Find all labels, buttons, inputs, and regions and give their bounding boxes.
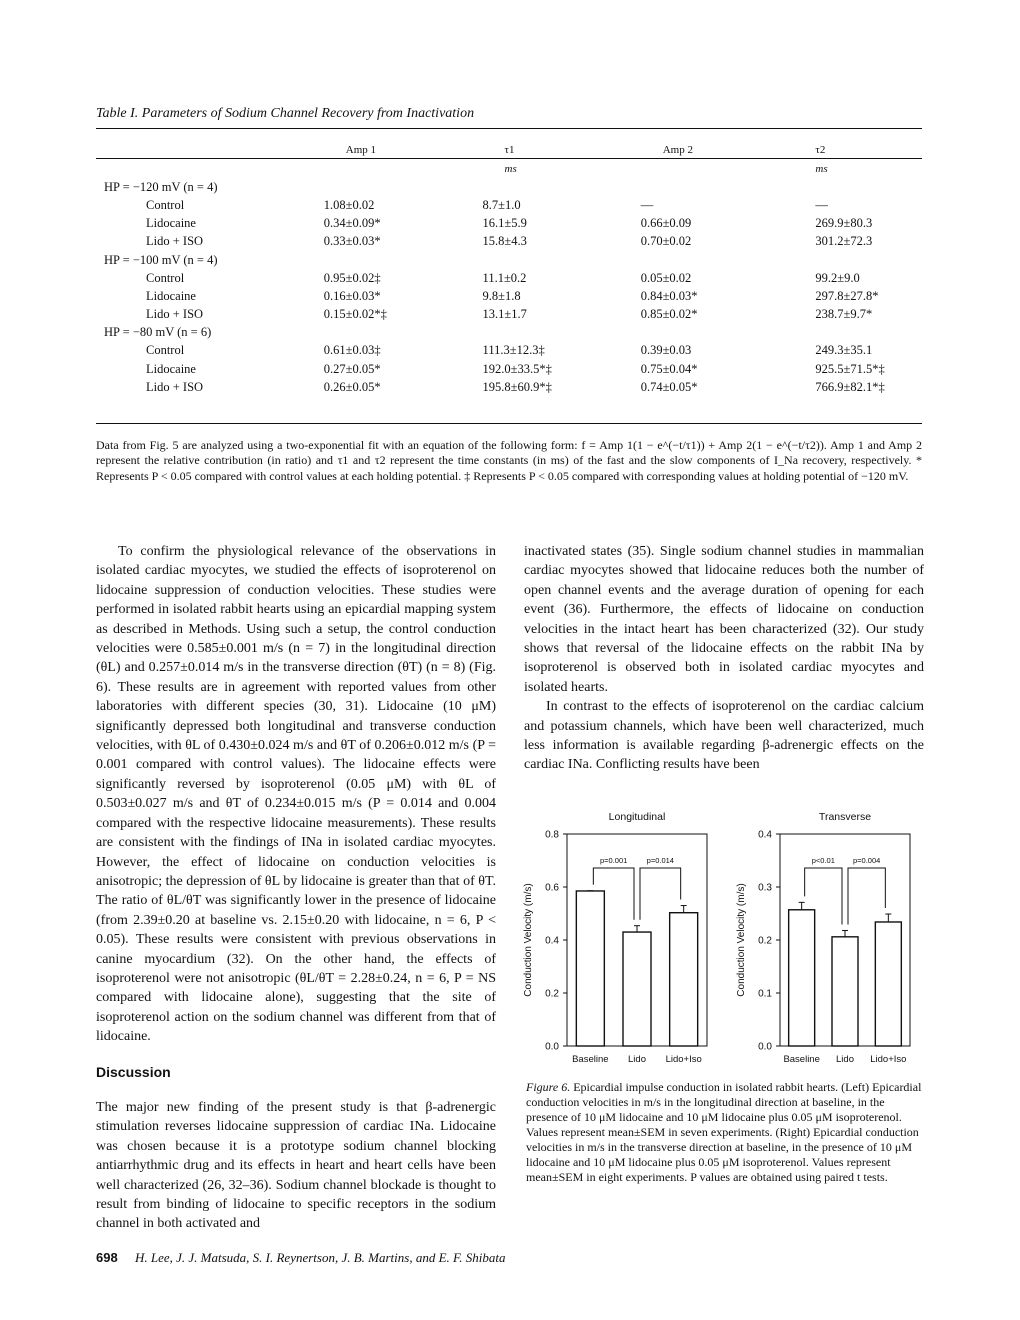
y-tick-label: 0.0: [545, 1041, 559, 1053]
p-value-label: p=0.004: [853, 856, 881, 865]
y-tick-label: 0.8: [545, 829, 559, 841]
table-row: [96, 196, 922, 214]
table-cell: 249.3±35.1: [815, 343, 873, 358]
y-tick-label: 0.3: [758, 882, 772, 894]
y-axis-label: Conduction Velocity (m/s): [523, 883, 534, 997]
table-cell: 0.95±0.02‡: [323, 270, 381, 285]
significance-bracket: [848, 868, 885, 924]
row-label: Lidocaine: [146, 216, 196, 231]
y-tick-label: 0.6: [545, 882, 559, 894]
table-units-row: [96, 160, 922, 178]
group-label: HP = −100 mV (n = 4): [104, 252, 218, 267]
table-header-cell: [96, 140, 324, 160]
table-cell: 0.26±0.05*: [323, 379, 381, 394]
x-tick-label: Lido: [836, 1054, 854, 1065]
table-row: [96, 233, 922, 251]
p-value-label: p=0.001: [600, 856, 628, 865]
x-tick-label: Baseline: [572, 1054, 609, 1065]
table-header-cell: Amp 1: [345, 144, 376, 156]
table-group-row: [96, 178, 922, 196]
table-cell: 297.8±27.8*: [815, 288, 879, 303]
table-cell: 11.1±0.2: [482, 270, 527, 285]
row-label: Lido + ISO: [146, 379, 204, 394]
table-cell: 13.1±1.7: [482, 307, 527, 322]
right-column: [524, 542, 924, 775]
table-cell: 1.08±0.02: [323, 197, 375, 212]
left-column: [96, 542, 496, 1234]
figure-caption-text: Epicardial impulse conduction in isolated rabbit hearts. (Left) Epicardial conduction velocities in m/s in the longitudinal direction at baseline, in the presence of 10 μM lidocaine and 10 μM lidocaine plus 0.05 μM isoproterenol. Values represent mean±SEM in seven experiments. (Right) Epicardial conduction velocities in m/s in the transverse direction at baseline, in the presence of 10 μM lidocaine and 10 μM lidocaine plus 0.05 μM isoproterenol. Values represent mean±SEM in eight experiments. P values are obtained using paired t tests.: [526, 1080, 922, 1184]
chart-title: Transverse: [818, 811, 872, 823]
table-cell: 0.39±0.03: [640, 343, 692, 358]
table-header-row: [96, 140, 922, 160]
table-cell: 0.33±0.03*: [323, 234, 381, 249]
row-label: Lidocaine: [146, 361, 196, 376]
table-row: [96, 306, 922, 324]
table-cell: 0.05±0.02: [640, 270, 692, 285]
table-cell: 0.70±0.02: [640, 234, 692, 249]
table-cell: 238.7±9.7*: [815, 307, 873, 322]
y-tick-label: 0.2: [545, 988, 559, 1000]
table-cell: 0.66±0.09: [640, 216, 692, 231]
unit-cell: ms: [504, 163, 517, 176]
figure-6-charts: [510, 800, 924, 1075]
p-value-label: p<0.01: [811, 856, 835, 865]
unit-cell: [96, 160, 324, 178]
row-label: Lidocaine: [146, 288, 196, 303]
table-cell: 192.0±33.5*‡: [482, 361, 552, 376]
table-row: [96, 378, 922, 396]
table-row: [96, 215, 922, 233]
y-tick-label: 0.2: [758, 935, 772, 947]
table-cell: 301.2±72.3: [815, 234, 873, 249]
table-cell: 9.8±1.8: [482, 288, 521, 303]
table-cell: 269.9±80.3: [815, 216, 873, 231]
y-tick-label: 0.1: [758, 988, 772, 1000]
footer-authors: H. Lee, J. J. Matsuda, S. I. Reynertson, J. B. Martins, and E. F. Shibata: [134, 1250, 506, 1265]
parameters-table: [96, 140, 922, 396]
y-tick-label: 0.0: [758, 1041, 772, 1053]
table-group-row: [96, 324, 922, 342]
x-tick-label: Lido: [628, 1054, 646, 1065]
table-cell: 0.27±0.05*: [323, 361, 381, 376]
x-tick-label: Lido+Iso: [665, 1054, 702, 1065]
figure-caption: [526, 1080, 926, 1185]
transverse-chart: [736, 811, 910, 1065]
table-row: [96, 342, 922, 360]
group-label: HP = −120 mV (n = 4): [104, 179, 218, 194]
table-cell: 99.2±9.0: [815, 270, 860, 285]
bar: [670, 913, 698, 1046]
body-paragraph: To confirm the physiological relevance of the observations in isolated cardiac myocytes, we studied the effects of isoproterenol on lidocaine suppression of conduction velocities. These studies were performed in isolated rabbit hearts using an epicardial mapping system as described in Methods. Using such a setup, the control conduction velocities were 0.585±0.001 m/s (n = 7) in the longitudinal direction (θL) and 0.257±0.014 m/s in the transverse direction (θT) (n = 8) (Fig. 6). These results are in agreement with reported values from other laboratories with different species (30, 31). Lidocaine (10 μM) significantly depressed both longitudinal and transverse conduction velocities, with θL of 0.430±0.024 m/s and θT of 0.206±0.012 m/s (P = 0.001 compared with control values). The lidocaine effects were significantly reversed by isoproterenol (0.05 μM) with θL of 0.503±0.027 m/s and θT of 0.234±0.015 m/s (P = 0.014 and 0.004 compared with the respective lidocaine measurements). These results are consistent with the findings of INa in isolated cardiac myocytes. However, the effect of lidocaine on conduction velocities is anisotropic; the depression of θL by lidocaine is greater than that of θT. The ratio of θL/θT was significantly lower in the presence of lidocaine (from 2.39±0.20 at baseline vs. 2.15±0.20 with lidocaine, n = 6, P < 0.05). These results were consistent with previous observations in canine myocardium (32). On the other hand, the effects of isoproterenol were not anisotropic (θL/θT = 2.28±0.24, n = 6, P = NS compared with lidocaine alone), suggesting that the site of isoproterenol action on the sodium channel was different from that of lidocaine.: [96, 544, 496, 1045]
table-cell: 0.74±0.05*: [640, 379, 698, 394]
bar: [576, 891, 604, 1046]
table-cell: 0.15±0.02*‡: [323, 307, 387, 322]
bar: [789, 910, 815, 1046]
row-label: Lido + ISO: [146, 307, 204, 322]
table-group-row: [96, 251, 922, 269]
row-label: Control: [146, 197, 185, 212]
table-cell: 0.16±0.03*: [323, 288, 381, 303]
unit-cell: [641, 160, 794, 178]
table-cell: 925.5±71.5*‡: [815, 361, 885, 376]
x-tick-label: Baseline: [783, 1054, 820, 1065]
table-top-rule: [96, 128, 922, 129]
table-cell: 0.75±0.04*: [640, 361, 698, 376]
y-tick-label: 0.4: [758, 829, 772, 841]
row-label: Control: [146, 343, 185, 358]
table-header-cell: τ1: [504, 144, 515, 156]
bar: [623, 932, 651, 1046]
table-bottom-rule: [96, 423, 922, 424]
table-cell: 0.84±0.03*: [640, 288, 698, 303]
page-footer: [96, 1250, 506, 1266]
table-cell: 0.85±0.02*: [640, 307, 698, 322]
page-number: 698: [96, 1250, 118, 1265]
row-label: Lido + ISO: [146, 234, 204, 249]
table-cell: 15.8±4.3: [482, 234, 527, 249]
bar: [832, 937, 858, 1046]
table-cell: 766.9±82.1*‡: [815, 379, 885, 394]
x-tick-label: Lido+Iso: [870, 1054, 907, 1065]
table-cell: —: [815, 197, 828, 212]
body-paragraph: In contrast to the effects of isoproterenol on the cardiac calcium and potassium channels, which have been well characterized, much less information is available regarding β-adrenergic effects on the cardiac INa. Conflicting results have been: [524, 699, 924, 773]
y-axis-label: Conduction Velocity (m/s): [736, 883, 747, 997]
table-footnote: Data from Fig. 5 are analyzed using a two-exponential fit with an equation of the following form: f = Amp 1(1 − e^(−t/τ1)) + Amp 2(1 − e^(−t/τ2)). Amp 1 and Amp 2 represent the relative contribution (in ratio) and τ1 and τ2 represent the time constants (in ms) of the fast and the slow components of I_Na recovery, respectively. * Represents P < 0.05 compared with control values at each holding potential. ‡ Represents P < 0.05 compared with corresponding values at holding potential of −120 mV.: [96, 438, 922, 483]
y-tick-label: 0.4: [545, 935, 559, 947]
table-header-cell: Amp 2: [662, 144, 693, 156]
table-cell: —: [640, 197, 654, 212]
table-cell: 16.1±5.9: [482, 216, 527, 231]
table-row: [96, 287, 922, 305]
section-heading: Discussion: [96, 1063, 171, 1080]
row-label: Control: [146, 270, 185, 285]
body-paragraph: The major new finding of the present study is that β-adrenergic stimulation reverses lidocaine suppression of cardiac INa. Lidocaine was chosen because it is a prototype sodium channel blocking antiarrhythmic drug and its effects in heart and heart cells have been well characterized (26, 32–36). Sodium channel blockade is thought to result from binding of lidocaine to specific receptors in the sodium channel in both activated and: [96, 1099, 496, 1232]
longitudinal-chart: [523, 811, 707, 1065]
table-cell: 8.7±1.0: [482, 197, 521, 212]
table-row: [96, 269, 922, 287]
table-title: Table I. Parameters of Sodium Channel Recovery from Inactivation: [96, 106, 475, 121]
unit-cell: ms: [815, 163, 828, 176]
figure-label: Figure 6.: [526, 1080, 571, 1094]
table-header-cell: τ2: [815, 144, 826, 156]
significance-bracket: [640, 868, 681, 920]
group-label: HP = −80 mV (n = 6): [104, 325, 212, 340]
table-cell: 0.34±0.09*: [323, 216, 381, 231]
table-row: [96, 360, 922, 378]
body-paragraph: inactivated states (35). Single sodium channel studies in mammalian cardiac myocytes showed that lidocaine reduces both the number of open channel events and the average duration of opening for each event (36). Furthermore, the effects of lidocaine on conduction velocities in the intact heart has been characterized (32). Our study shows that reversal of the lidocaine effects on the rabbit INa by isoproterenol is observed both in isolated cardiac myocytes and isolated hearts.: [524, 544, 924, 695]
bar: [875, 922, 901, 1046]
chart-title: Longitudinal: [608, 811, 666, 823]
table-cell: 0.61±0.03‡: [323, 343, 381, 358]
p-value-label: p=0.014: [646, 856, 674, 865]
unit-cell: [324, 160, 483, 178]
table-cell: 195.8±60.9*‡: [482, 379, 552, 394]
table-cell: 111.3±12.3‡: [482, 343, 545, 358]
